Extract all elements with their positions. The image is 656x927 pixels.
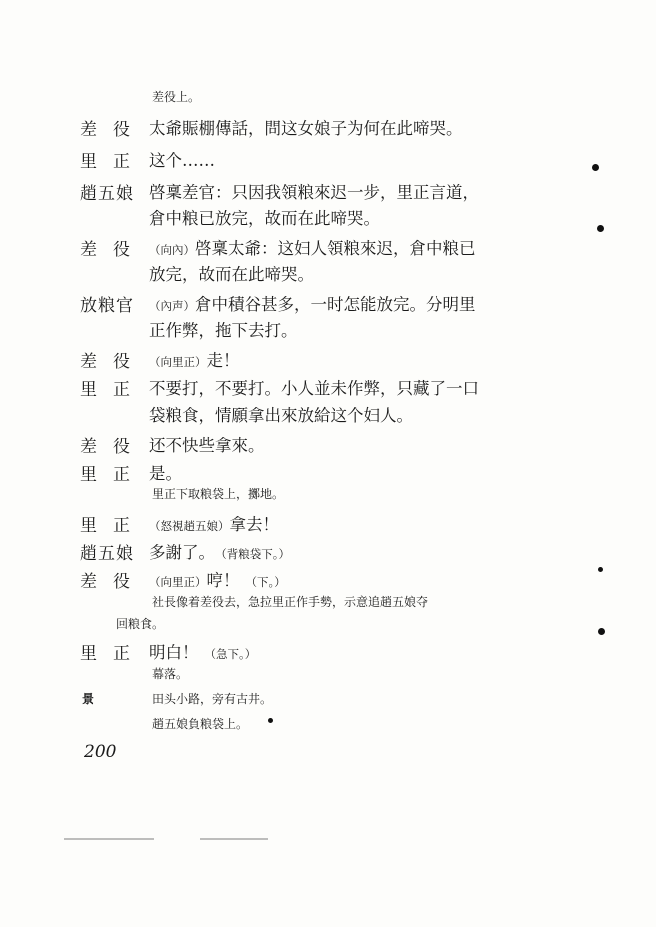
speaker-name: 差役 — [80, 240, 146, 260]
speaker-name: 里正 — [80, 644, 146, 664]
scan-dot — [598, 628, 605, 635]
dialogue-text — [149, 115, 463, 139]
dialogue-continuation: 放完，故而在此啼哭。 — [149, 265, 314, 284]
spoken-text: 不要打，不要打。小人並未作弊，只藏了一口 — [149, 379, 479, 398]
spoken-text: 啓稟太爺：这妇人領粮來迟，倉中粮已 — [195, 239, 476, 258]
speaker-name: 里正 — [80, 465, 146, 485]
stage-direction-inline: （怒視趙五娘） — [149, 519, 230, 533]
spoken-text: 这个…… — [149, 151, 215, 170]
dialogue-text — [149, 567, 286, 591]
scan-smear — [64, 838, 154, 840]
speaker-name: 里正 — [80, 380, 146, 400]
stage-direction: 里正下取粮袋上，擲地。 — [152, 487, 285, 501]
spoken-text: 倉中積谷甚多，一时怎能放完。分明里 — [195, 295, 476, 314]
dialogue-text — [149, 235, 476, 259]
spoken-text: 啓稟差官：只因我領粮來迟一步，里正言道， — [149, 183, 479, 202]
stage-direction-inline: （向里正） — [149, 575, 207, 589]
spoken-text: 还不快些拿來。 — [149, 436, 265, 455]
speaker-name: 里正 — [80, 152, 146, 172]
spoken-text: 明白！ — [149, 643, 199, 662]
dialogue-text — [149, 147, 215, 171]
dialogue-text — [149, 179, 479, 203]
dialogue-text — [149, 432, 265, 456]
dialogue-text — [149, 639, 256, 663]
spoken-text: 多謝了。 — [149, 543, 215, 562]
spoken-text: 是。 — [149, 464, 182, 483]
spoken-text: 走！ — [206, 351, 240, 370]
stage-direction: 差役上。 — [152, 90, 201, 104]
dialogue-continuation: 倉中粮已放完，故而在此啼哭。 — [149, 209, 380, 228]
speaker-name: 趙五娘 — [80, 544, 134, 564]
dialogue-text — [149, 539, 290, 563]
spoken-text: 太爺賑棚傳話，問这女娘子为何在此啼哭。 — [149, 119, 463, 138]
dialogue-continuation: 正作弊，拖下去打。 — [149, 321, 298, 340]
speaker-name: 差役 — [80, 437, 146, 457]
dialogue-text — [149, 375, 479, 399]
speaker-name: 差役 — [80, 572, 146, 592]
speaker-name: 放粮官 — [80, 296, 134, 316]
stage-direction-inline: （下。） — [245, 575, 286, 589]
dialogue-text — [149, 511, 279, 535]
spoken-text: 哼！ — [206, 571, 240, 590]
stage-direction-inline: （內声） — [149, 299, 195, 313]
scene-description: 田头小路，旁有古井。 — [152, 692, 273, 706]
speaker-name: 差役 — [80, 120, 146, 140]
speaker-name: 趙五娘 — [80, 184, 134, 204]
speaker-name: 里正 — [80, 516, 146, 536]
scan-dot — [592, 164, 599, 171]
stage-direction: 趙五娘負粮袋上。 — [152, 717, 249, 731]
scan-smear — [200, 838, 268, 840]
stage-direction: 幕落。 — [152, 667, 189, 681]
stage-direction-inline: （背粮袋下。） — [221, 547, 290, 561]
spoken-text: 拿去！ — [229, 515, 279, 534]
scan-dot — [597, 225, 604, 232]
scan-dot — [598, 567, 603, 572]
dialogue-text — [149, 460, 182, 484]
stage-direction-continuation: 回粮食。 — [116, 617, 165, 631]
dialogue-text — [149, 347, 240, 371]
stage-direction-inline: （急下。） — [204, 647, 257, 661]
scan-dot — [268, 718, 273, 723]
dialogue-continuation: 袋粮食，情願拿出來放給这个妇人。 — [149, 406, 413, 425]
speaker-name: 差役 — [80, 352, 146, 372]
page-number: 200 — [84, 742, 117, 762]
stage-direction-inline: （向內） — [149, 243, 195, 257]
stage-direction-inline: （向里正） — [149, 355, 207, 369]
dialogue-text — [149, 291, 476, 315]
stage-direction: 社長像着差役去，急拉里正作手勢，示意追趙五娘夺 — [152, 595, 429, 609]
scene-label: 景 — [82, 692, 95, 706]
